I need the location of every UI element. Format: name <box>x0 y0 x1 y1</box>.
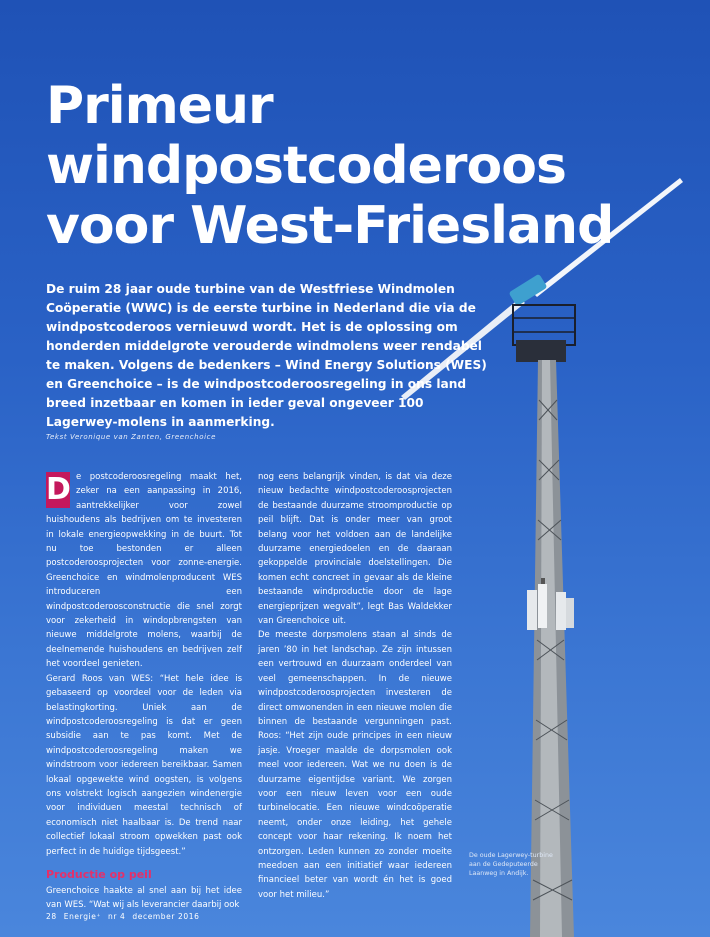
intro-paragraph: De ruim 28 jaar oude turbine van de Westfriese Windmolen Coöperatie (WWC) is de eerste turbine in Nederland die via de windpostcoderoos vernieuwd wordt. Het is de oplossing om honderden middelgrote verouderde windmolens weer rendabel te maken. Volgens de bedenkers – Wind Energy Solutions (WES) en Greenchoice – is de windpostcoderoosregeling in ons land breed inzetbaar en komen in ieder geval ongeveer 100 Lagerwey-molens in aanmerking. <box>46 282 487 429</box>
col1-paragraph-3: Greenchoice haakte al snel aan bij het idee van WES. “Wat wij als leverancier daarbij ook <box>46 885 242 911</box>
antenna <box>527 590 537 630</box>
col2-paragraph-1: nog eens belangrijk vinden, is dat via deze nieuw bedachte windpostcoderoosprojecten de bestaande duurzame stroomproductie op peil blijft. Dat is onder meer van groot belang voor het voldoen aan de landelijke duurzame energiedoelen en de daaraan gekoppelde provinciale doelstellingen. Die komen echt concreet in gevaar als de kleine bestaande windproductie door de lage energieprijzen wegvalt”, legt Bas Waldekker van Greenchoice uit. <box>258 472 452 627</box>
dropcap: D <box>46 472 71 507</box>
magazine-name: Energie⁺ <box>63 912 102 921</box>
col2-paragraph-2: De meeste dorpsmolens staan al sinds de jaren ’80 in het landschap. Ze zijn intussen een vertrouwd en duurzaam onderdeel van veel gemeenschappen. In de nieuwe windpostcoderoosprojecten investeren de direct omwonenden in een nieuwe molen die binnen de bestaande vergunningen past. Roos: “Het zijn oude principes in een nieuw jasje. Vroeger maalde de dorpsmolen ook meel voor iedereen. Wat we nu doen is de duurzame eigentijdse variant. We zorgen voor een nieuw leven voor een oude turbinelocatie. Een nieuwe windcoöperatie neemt, onder onze leiding, het gehele concept voor haar rekening. Ik noem het ontzorgen. Leden kunnen zo zonder moeite meedoen aan een initiatief waar iedereen financieel beter van wordt én het is goed voor het milieu.” <box>258 630 452 900</box>
article-column-1 <box>46 470 242 913</box>
turbine-platform <box>513 305 575 345</box>
page-footer <box>46 912 204 921</box>
issue-number: nr 4 <box>108 912 126 921</box>
col1-paragraph-1-text: e postcoderoosregeling maakt het, zeker na een aanpassing in 2016, aantrekkelijker voor zowel huishoudens als bedrijven om te investeren in lokale energieopwekking in de buurt. Tot nu toe bestonden er alleen postcoderoosprojecten voor zonne-energie. Greenchoice en windmolenproducent WES introduceren een windpostcoderoosconstructie die snel zorgt voor zekerheid in windopbrengsten van nieuwe middelgrote molens, waarbij de deelnemende huishoudens en bedrijven zelf het voordeel genieten. <box>46 472 242 670</box>
page-number: 28 <box>46 912 57 921</box>
article-column-2 <box>258 470 452 902</box>
title-line-2: windpostcoderoos <box>46 136 566 196</box>
article-title <box>46 76 613 256</box>
issue-date: december 2016 <box>132 912 200 921</box>
title-line-3: voor West-Friesland <box>46 196 614 256</box>
photo-caption: De oude Lagerwey-turbine aan de Gedeputeerde Laanweg in Andijk. <box>469 852 553 877</box>
subhead-productie: Productie op peil <box>46 867 152 881</box>
turbine-nacelle <box>508 274 547 307</box>
col1-paragraph-1 <box>46 470 242 672</box>
col1-paragraph-2: Gerard Roos van WES: “Het hele idee is gebaseerd op voordeel voor de leden via belastingkorting. Uniek aan de windpostcoderoosregeling is dat er geen subsidie aan te pas komt. Met de windpostcoderoosregeling maken we windstroom voor iedereen bereikbaar. Samen lokaal opgewekte wind oogsten, is volgens ons volstrekt logisch aangezien windenergie voor individuen meestal technisch of economisch niet haalbaar is. De trend naar collectief lokaal stroom opwekken past ook perfect in de huidige tijdsgeest.” <box>46 673 242 857</box>
title-line-1: Primeur <box>46 76 273 136</box>
byline: Tekst Veronique van Zanten, Greenchoice <box>46 433 216 441</box>
